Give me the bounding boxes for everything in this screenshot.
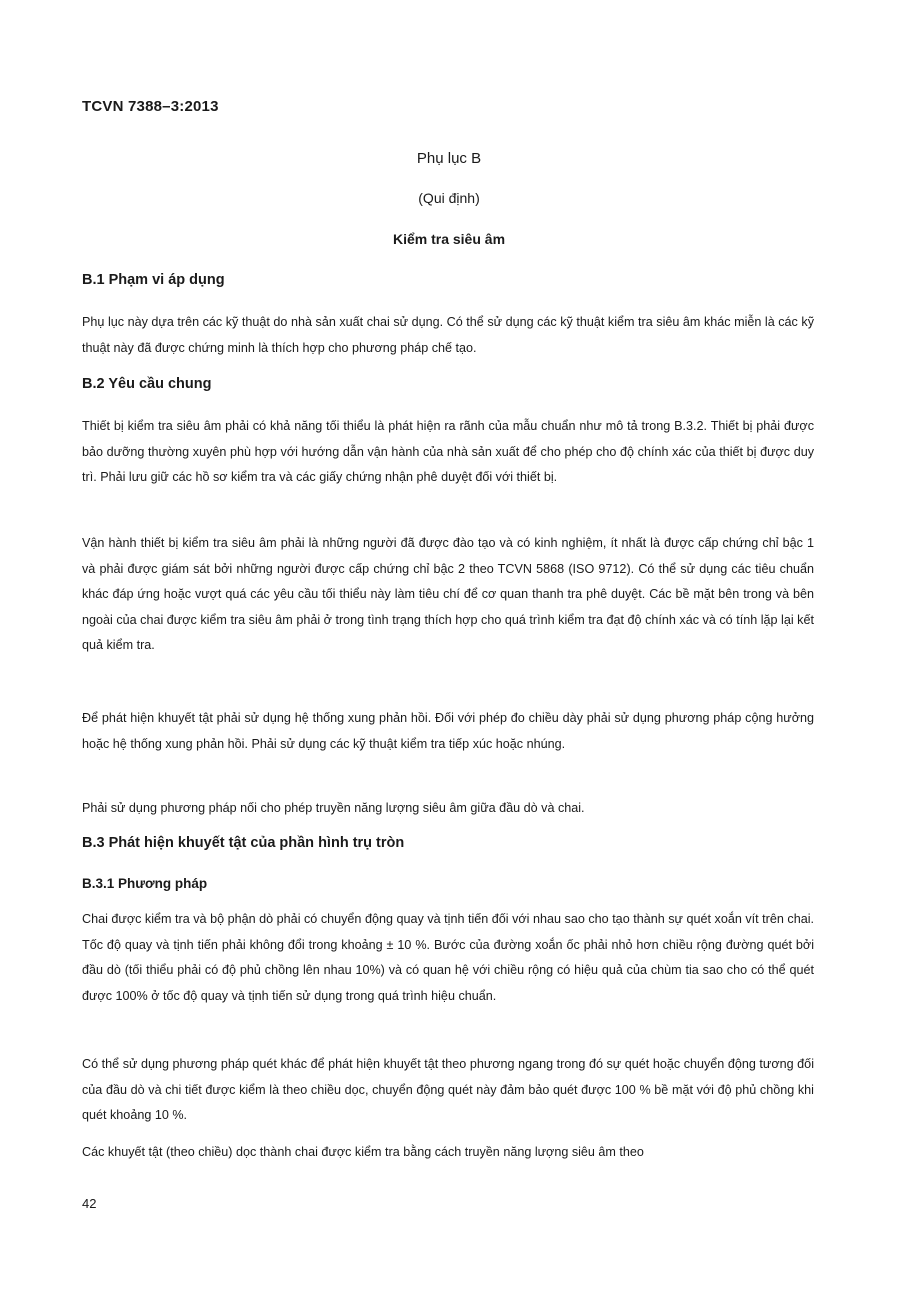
annex-title: Phụ lục B: [416, 150, 482, 167]
paragraph: Thiết bị kiểm tra siêu âm phải có khả năng tối thiểu là phát hiện ra rãnh của mẫu chuẩn như mô tả trong B.3.2. Thiết bị phải được bảo dưỡng thường xuyên phù hợp với hướng dẫn vận hành của nhà sản xuất để cho phép cho độ chính xác của thiết bị được duy trì. Phải lưu giữ các hồ sơ kiểm tra và các giấy chứng nhận phê duyệt đối với thiết bị.: [82, 419, 814, 484]
section-b2-body: [82, 706, 814, 757]
section-b31-body: [82, 1052, 814, 1129]
paragraph: Chai được kiểm tra và bộ phận dò phải có chuyển động quay và tịnh tiến đối với nhau sao cho tạo thành sự quét xoắn vít trên chai. Tốc độ quay và tịnh tiến phải không đổi trong khoảng ± 10 %. Bước của đường xoắn ốc phải nhỏ hơn chiều rộng đường quét bởi đầu dò (tối thiểu phải có độ phủ chồng lên nhau 10%) và có quan hệ với chiều rộng có hiệu quả của chùm tia sao cho có thể quét được 100% ở tốc độ quay và tịnh tiến sử dụng trong quá trình hiệu chuẩn.: [82, 912, 814, 1003]
section-b2-body: [82, 531, 814, 659]
paragraph: Vận hành thiết bị kiểm tra siêu âm phải là những người đã được đào tạo và có kinh nghiệm, ít nhất là được cấp chứng chỉ bậc 1 và phải được giám sát bởi những người được cấp chứng chỉ bậc 2 theo TCVN 5868 (ISO 9712). Có thể sử dụng các tiêu chuẩn khác đáp ứng hoặc vượt quá các yêu cầu tối thiểu này làm tiêu chí để cơ quan thanh tra phê duyệt. Các bề mặt bên trong và bên ngoài của chai được kiểm tra siêu âm phải ở trong tình trạng thích hợp cho quá trình kiểm tra đạt độ chính xác và có tính lặp lại kết quả kiểm tra.: [82, 536, 814, 652]
paragraph: Phải sử dụng phương pháp nối cho phép truyền năng lượng siêu âm giữa đầu dò và chai.: [82, 801, 585, 815]
section-b1-heading: B.1 Phạm vi áp dụng: [82, 272, 225, 288]
paragraph: Các khuyết tật (theo chiều) dọc thành chai được kiểm tra bằng cách truyền năng lượng siêu âm theo: [82, 1145, 644, 1159]
section-b2-body: [82, 796, 814, 822]
section-b3-heading: B.3 Phát hiện khuyết tật của phần hình trụ tròn: [82, 835, 405, 851]
page-number: 42: [82, 1196, 97, 1211]
paragraph: Phụ lục này dựa trên các kỹ thuật do nhà sản xuất chai sử dụng. Có thể sử dụng các kỹ thuật kiểm tra siêu âm khác miễn là các kỹ thuật này đã được chứng minh là thích hợp cho phương pháp chế tạo.: [82, 315, 814, 355]
paragraph: Để phát hiện khuyết tật phải sử dụng hệ thống xung phản hồi. Đối với phép đo chiều dày phải sử dụng phương pháp cộng hưởng hoặc hệ thống xung phản hồi. Phải sử dụng các kỹ thuật kiểm tra tiếp xúc hoặc nhúng.: [82, 711, 814, 751]
section-b2-body: [82, 414, 814, 491]
section-b1-body: [82, 310, 814, 361]
annex-type: (Qui định): [418, 190, 480, 206]
section-b31-body: [82, 1140, 814, 1166]
section-b2-heading: B.2 Yêu cầu chung: [82, 376, 212, 392]
section-b31-heading: B.3.1 Phương pháp: [82, 876, 208, 891]
annex-name: Kiểm tra siêu âm: [392, 231, 506, 247]
standard-code: TCVN 7388–3:2013: [82, 98, 219, 115]
paragraph: Có thể sử dụng phương pháp quét khác để phát hiện khuyết tật theo phương ngang trong đó sự quét hoặc chuyển động tương đối của đầu dò và chi tiết được kiểm là theo chiều dọc, chuyển động quét này đảm bảo quét được 100 % bề mặt với độ phủ chồng khi quét khoảng 10 %.: [82, 1057, 814, 1122]
section-b31-body: [82, 907, 814, 1009]
